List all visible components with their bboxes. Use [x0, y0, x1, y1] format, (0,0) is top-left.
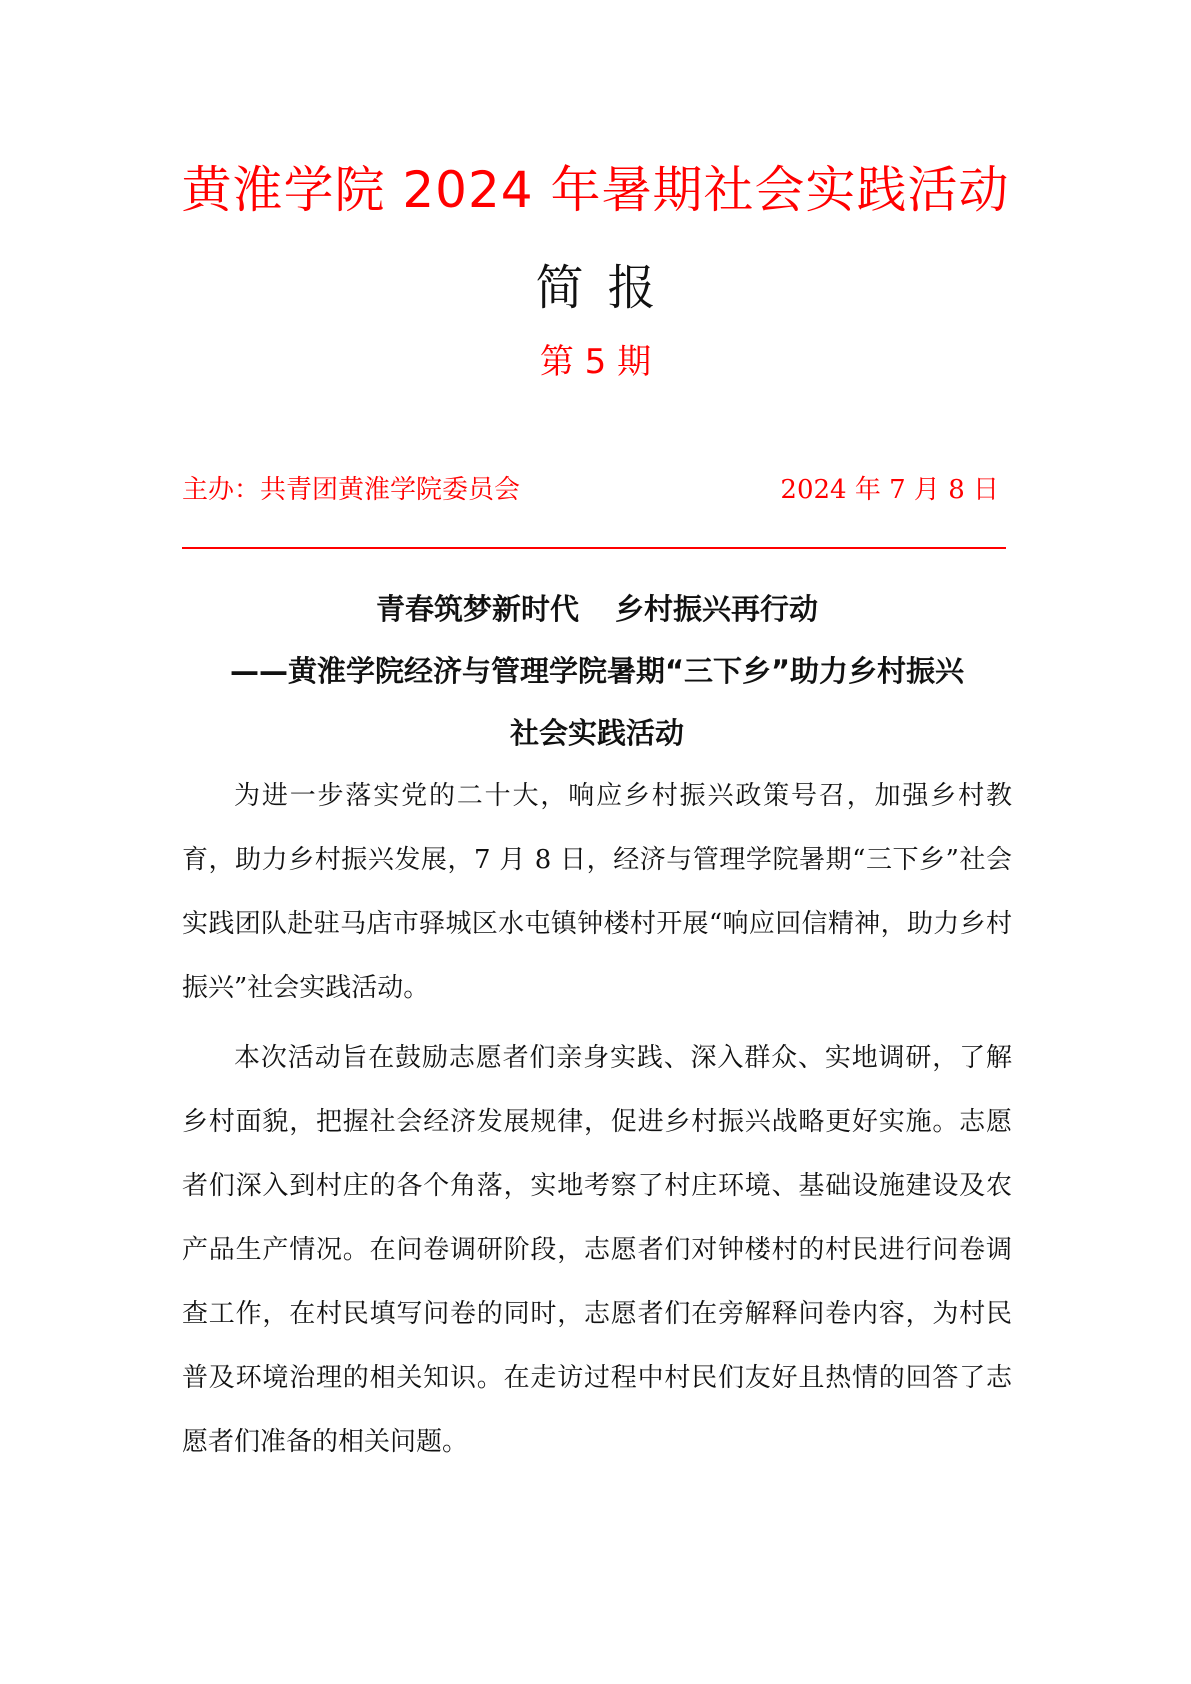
- paragraph: 为进一步落实党的二十大，响应乡村振兴政策号召，加强乡村教育，助力乡村振兴发展，7 月 8 日，经济与管理学院暑期“三下乡”社会实践团队赴驻马店市驿城区水屯镇钟楼村开展“响应回信精神，助力乡村振兴”社会实践活动。: [182, 781, 1012, 1003]
- article-title-part2: 乡村振兴再行动: [615, 592, 819, 626]
- issue-number: 第 5 期: [539, 342, 652, 382]
- article-body: [182, 764, 1012, 1480]
- sponsor-line: 主办：共青团黄淮学院委员会: [182, 475, 521, 505]
- masthead-subtitle: 简报: [535, 260, 680, 316]
- article-subtitle-line1: ——黄淮学院经济与管理学院暑期“三下乡”助力乡村振兴: [229, 654, 965, 688]
- article-title-part1: 青春筑梦新时代: [375, 592, 579, 626]
- article-heading: [182, 578, 1012, 764]
- article-subtitle-line2: 社会实践活动: [509, 716, 684, 750]
- paragraph: 本次活动旨在鼓励志愿者们亲身实践、深入群众、实地调研，了解乡村面貌，把握社会经济发展规律，促进乡村振兴战略更好实施。志愿者们深入到村庄的各个角落，实地考察了村庄环境、基础设施建设及农产品生产情况。在问卷调研阶段，志愿者们对钟楼村的村民进行问卷调查工作，在村民填写问卷的同时，志愿者们在旁解释问卷内容，为村民普及环境治理的相关知识。在走访过程中村民们友好且热情的回答了志愿者们准备的相关问题。: [182, 1043, 1012, 1457]
- masthead-title: 黄淮学院 2024 年暑期社会实践活动: [181, 161, 1010, 219]
- header-divider: [182, 547, 1006, 549]
- publish-date: 2024 年 7 月 8 日: [780, 475, 999, 505]
- article-title: [182, 578, 1012, 640]
